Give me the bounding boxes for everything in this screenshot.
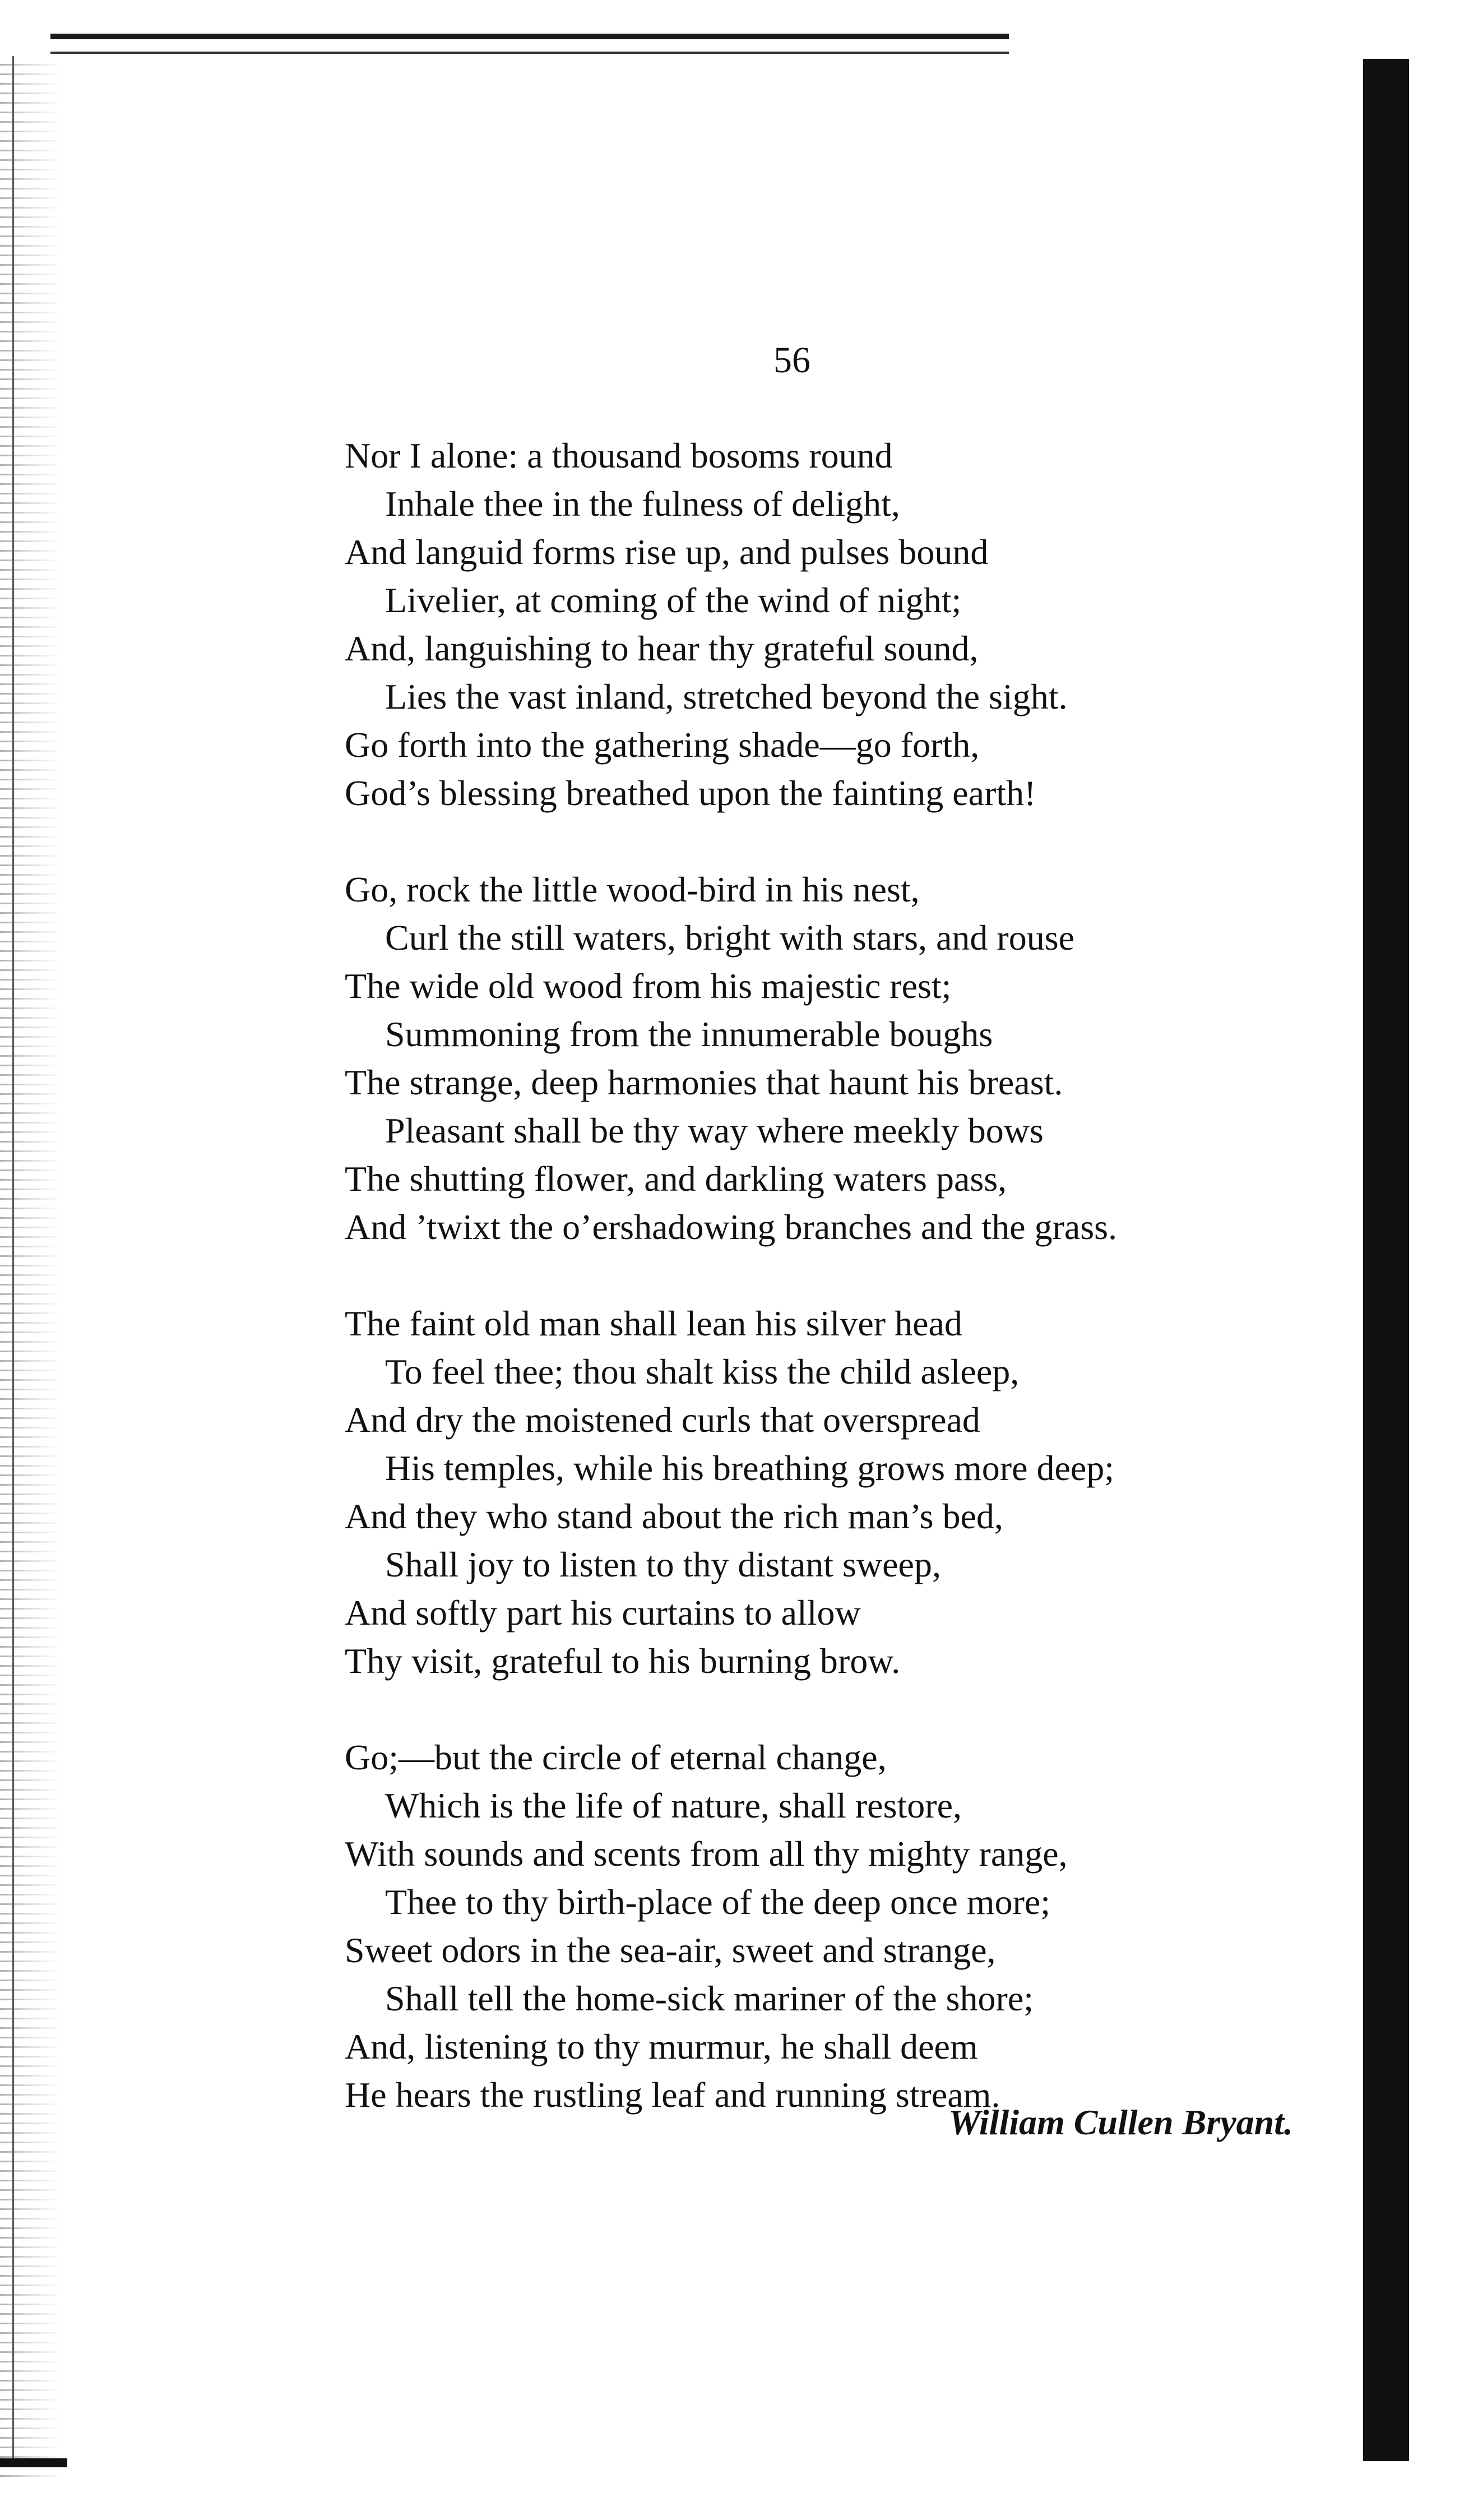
top-rule-thin: [50, 52, 1009, 54]
top-rule: [50, 34, 1009, 39]
poem-line: Lies the vast inland, stretched beyond the sight.: [385, 677, 1068, 716]
stanza-4: [345, 1733, 1331, 2119]
bottom-edge-mark: [0, 2458, 67, 2467]
poem-line: He hears the rustling leaf and running stream.: [345, 2075, 1000, 2115]
stanza-2: [345, 866, 1331, 1251]
poem-line: The faint old man shall lean his silver head: [345, 1303, 962, 1343]
poem-line: Curl the still waters, bright with stars, and rouse: [385, 918, 1075, 958]
poem-line: The wide old wood from his majestic rest;: [345, 966, 952, 1006]
poem-line: Nor I alone: a thousand bosoms round: [345, 436, 893, 475]
poem-line: Go, rock the little wood-bird in his nest,: [345, 870, 920, 909]
poem-line: And they who stand about the rich man’s bed,: [345, 1496, 1003, 1536]
poem-line: And dry the moistened curls that overspread: [345, 1400, 980, 1440]
poem-line: And languid forms rise up, and pulses bound: [345, 532, 989, 572]
binding-bar: [1363, 59, 1409, 2461]
poem-line: His temples, while his breathing grows more deep;: [385, 1448, 1115, 1488]
stanza-3: [345, 1300, 1331, 1685]
poem-line: To feel thee; thou shalt kiss the child asleep,: [385, 1352, 1020, 1391]
stanza-1: [345, 432, 1331, 817]
poem-line: The shutting flower, and darkling waters pass,: [345, 1159, 1007, 1199]
poem-line: The strange, deep harmonies that haunt his breast.: [345, 1062, 1063, 1102]
poem-line: Shall tell the home-sick mariner of the shore;: [385, 1978, 1034, 2018]
poem-line: And, languishing to hear thy grateful sound,: [345, 628, 979, 668]
poem-line: And, listening to thy murmur, he shall deem: [345, 2027, 978, 2066]
poem-line: Sweet odors in the sea-air, sweet and strange,: [345, 1930, 996, 1970]
left-edge-line: [12, 56, 14, 2467]
poem-line: Inhale thee in the fulness of delight,: [385, 484, 900, 524]
poem-line: And ’twixt the o’ershadowing branches and the grass.: [345, 1207, 1118, 1247]
poem-line: God’s blessing breathed upon the fainting earth!: [345, 773, 1036, 813]
poem-line: Shall joy to listen to thy distant sweep,: [385, 1545, 941, 1584]
poem-line: Go;—but the circle of eternal change,: [345, 1737, 887, 1777]
left-page-edge: [0, 56, 62, 2478]
poem-line: Which is the life of nature, shall restore,: [385, 1786, 962, 1825]
poem-line: Livelier, at coming of the wind of night;: [385, 580, 962, 620]
poem-line: Thee to thy birth-place of the deep once more;: [385, 1882, 1051, 1922]
poem-line: And softly part his curtains to allow: [345, 1593, 861, 1633]
poem-line: Summoning from the innumerable boughs: [385, 1014, 993, 1054]
author-attribution: William Cullen Bryant.: [948, 2102, 1293, 2142]
poem-line: With sounds and scents from all thy mighty range,: [345, 1834, 1068, 1874]
poem: [345, 432, 1331, 2167]
poem-line: Pleasant shall be thy way where meekly bows: [385, 1111, 1044, 1150]
poem-line: Go forth into the gathering shade—go forth,: [345, 725, 980, 765]
page-number: 56: [773, 340, 810, 381]
poem-line: Thy visit, grateful to his burning brow.: [345, 1641, 901, 1681]
